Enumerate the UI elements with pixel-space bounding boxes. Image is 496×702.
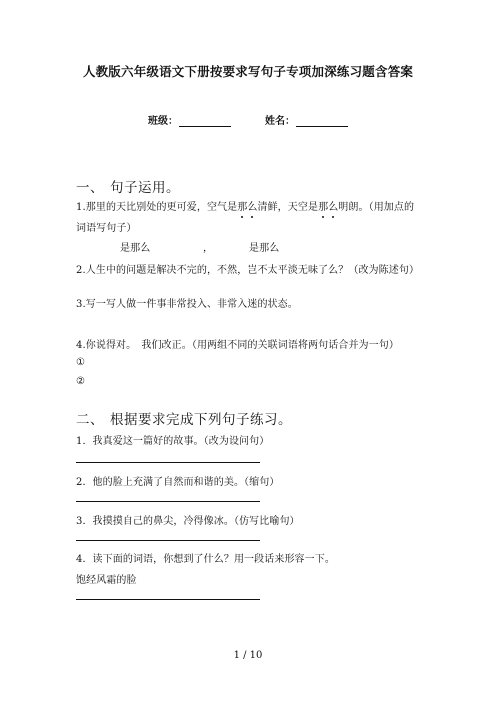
dotted-char: 么 [247,198,257,213]
s2-q4-word: 饱经风霜的脸 [76,575,137,586]
s1-q1-text-c: 明朗。（用加点的 [338,202,415,213]
name-field [265,112,348,127]
s1-question-1-line-1 [76,198,414,213]
s1-q1-fill-b: 是那么 [249,243,280,254]
s1-q1-text-a: 1.那里的天比别处的更可爱，空气是 [76,202,238,213]
s1-q1-fill-a: 是那么 [120,243,151,254]
s1-question-2: 2.人生中的问题是解决不完的，不然，岂不太平淡无味了么？（改为陈述句） [76,265,420,276]
section-2-title: 根据要求完成下列句子练习。 [110,412,292,428]
s2-question-4: 4．读下面的词语，你想到了什么？用一段话来形容一下。 [76,554,335,565]
document-title: 人教版六年级语文下册按要求写句子专项加深练习题含答案 [82,64,414,79]
section-1-number: 一、 [76,180,104,196]
student-info-row [0,112,496,127]
class-field [148,112,231,127]
s2-question-1: 1．我真爱这一篇好的故事。（改为设问句） [76,436,270,447]
s2-q4-answer-line[interactable] [76,599,260,600]
dotted-char: 那 [318,198,328,213]
class-blank[interactable] [179,116,231,127]
s2-q2-answer-line[interactable] [76,501,260,502]
s1-question-1-line-2: 词语写句子） [76,223,137,234]
s1-q1-text-b: 清鲜，天空是 [257,202,319,213]
dotted-char: 那 [237,198,247,213]
s2-question-3: 3．我摸摸自己的鼻尖，冷得像冰。（仿写比喻句） [76,516,300,527]
class-label: 班级： [148,116,178,127]
s2-q1-answer-line[interactable] [76,462,260,463]
dotted-char: 么 [328,198,338,213]
s1-question-4: 4.你说得对。 我们改正。（用两组不同的关联词语将两句话合并为一句） [76,340,399,351]
name-label: 姓名： [265,116,295,127]
s1-q1-fill-comma: ， [203,243,214,254]
section-1-heading [76,176,180,196]
page-number: 1 / 10 [233,650,263,661]
section-2-number: 二、 [76,412,104,428]
s1-question-3: 3.写一写人做一件事非常投入、非常入迷的状态。 [76,299,298,310]
s1-q4-answer-1-marker: ① [76,357,86,368]
s2-question-2: 2．他的脸上充满了自然而和谐的美。（缩句） [76,477,280,488]
s2-q3-answer-line[interactable] [76,540,260,541]
section-1-title: 句子运用。 [110,180,180,196]
name-blank[interactable] [296,116,348,127]
s1-q4-answer-2-marker: ② [76,376,86,387]
section-2-heading [76,408,292,428]
